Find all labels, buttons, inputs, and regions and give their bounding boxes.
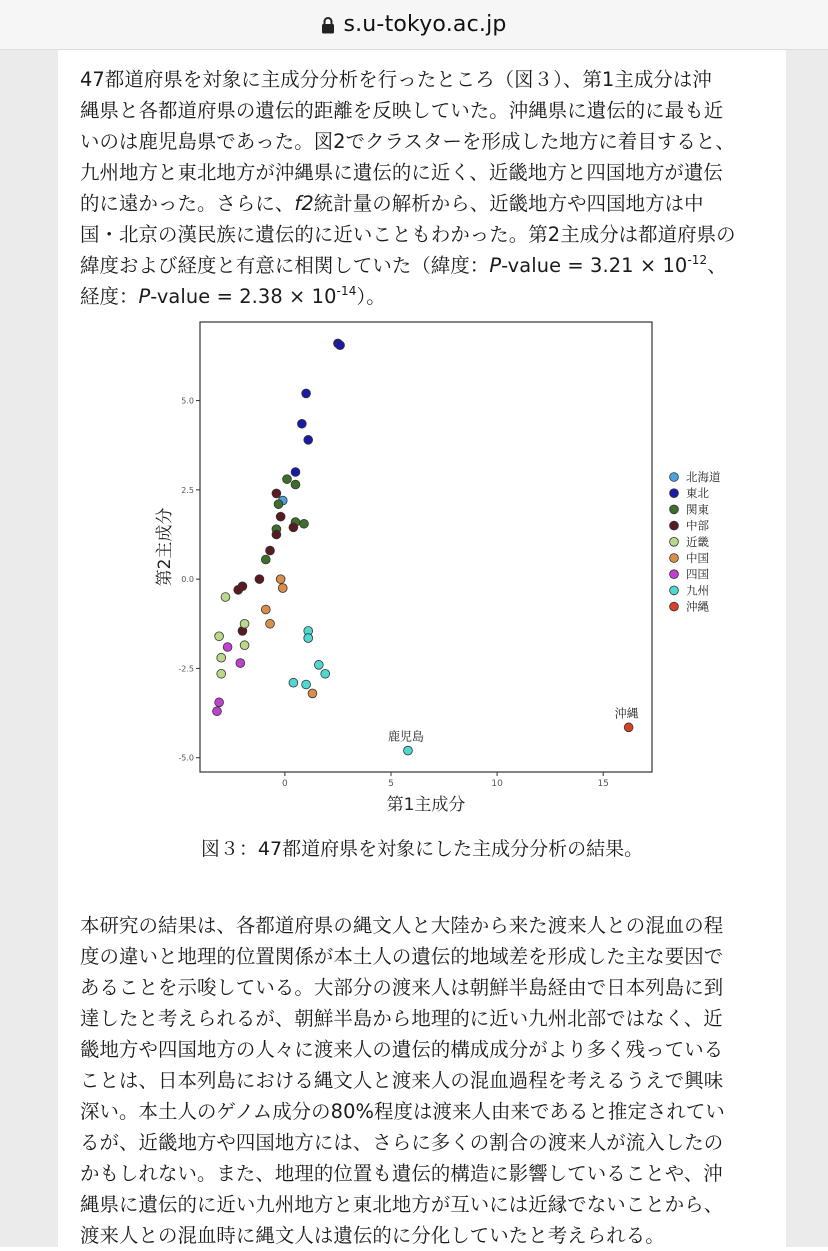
data-point bbox=[276, 512, 285, 521]
legend-marker bbox=[670, 554, 679, 563]
page-margin-right bbox=[786, 50, 828, 1247]
data-point bbox=[304, 435, 313, 444]
text-line: 本研究の結果は、各都道府県の縄文人と大陸から来た渡来人との混血の程 bbox=[80, 914, 724, 937]
data-point bbox=[266, 619, 275, 628]
data-point bbox=[261, 605, 270, 614]
address-bar[interactable] bbox=[0, 0, 828, 50]
paragraph-conclusion bbox=[80, 910, 770, 1251]
data-point bbox=[297, 419, 306, 428]
x-tick-label: 0 bbox=[282, 779, 288, 789]
text-line: 渡来人との混血時に縄文人は遺伝的に分化していたと考えられる。 bbox=[80, 1224, 665, 1247]
legend-label: 東北 bbox=[686, 486, 709, 501]
data-point bbox=[302, 389, 311, 398]
y-tick-label: 5.0 bbox=[181, 396, 194, 406]
data-point bbox=[266, 546, 275, 555]
legend-label: 近畿 bbox=[686, 534, 709, 549]
x-tick-label: 15 bbox=[597, 779, 609, 789]
data-point bbox=[274, 500, 283, 509]
x-tick-label: 5 bbox=[388, 779, 394, 789]
data-point bbox=[221, 593, 230, 602]
y-tick-label: -5.0 bbox=[178, 753, 194, 763]
data-point bbox=[213, 707, 222, 716]
data-point bbox=[304, 634, 313, 643]
data-point bbox=[272, 530, 281, 539]
text-line: 的に遠かった。さらに、f2統計量の解析から、近畿地方や四国地方は中 bbox=[80, 192, 704, 215]
legend-label: 中国 bbox=[686, 551, 709, 565]
text-line: るが、近畿地方や四国地方には、さらに多くの割合の渡来人が流入したの bbox=[80, 1131, 724, 1154]
legend-label: 関東 bbox=[686, 502, 709, 517]
data-point bbox=[321, 669, 330, 678]
data-point bbox=[404, 746, 413, 755]
x-axis-label: 第1主成分 bbox=[386, 795, 466, 815]
data-point bbox=[217, 669, 226, 678]
y-tick-label: -2.5 bbox=[178, 664, 194, 674]
text-line: 深い。本土人のゲノム成分の80%程度は渡来人由来であると推定されてい bbox=[80, 1100, 725, 1123]
data-point bbox=[215, 698, 224, 707]
data-point bbox=[308, 689, 317, 698]
data-point bbox=[283, 475, 292, 484]
data-point bbox=[302, 680, 311, 689]
text-line: 度の違いと地理的位置関係が本土人の遺伝的地域差を形成した主な要因で bbox=[80, 945, 724, 968]
legend-marker bbox=[670, 586, 679, 595]
legend-marker bbox=[670, 489, 679, 498]
point-annotation: 鹿児島 bbox=[387, 729, 424, 744]
address-domain[interactable]: s.u-tokyo.ac.jp bbox=[343, 12, 507, 37]
data-point bbox=[223, 643, 232, 652]
legend-label: 沖縄 bbox=[686, 599, 709, 614]
text-line: 九州地方と東北地方が沖縄県に遺伝的に近く、近畿地方と四国地方が遺伝 bbox=[80, 161, 723, 184]
paragraph-intro bbox=[80, 64, 770, 312]
data-point bbox=[234, 585, 243, 594]
legend-label: 中部 bbox=[686, 518, 709, 533]
data-point bbox=[240, 619, 249, 628]
text-line: 緯度および経度と有意に相関していた（緯度：P-value = $3.21 \times 10^{-12}$、 bbox=[80, 253, 727, 277]
text-line: ことは、日本列島における縄文人と渡来人の混血過程を考えるうえで興味 bbox=[80, 1069, 724, 1092]
legend-marker bbox=[670, 537, 679, 546]
text-line: 縄県と各都道府県の遺伝的距離を反映していた。沖縄県に遺伝的に最も近 bbox=[80, 99, 724, 122]
legend-marker bbox=[670, 602, 679, 611]
data-point bbox=[291, 480, 300, 489]
legend-label: 北海道 bbox=[686, 470, 721, 484]
data-point bbox=[276, 575, 285, 584]
data-point bbox=[255, 575, 264, 584]
data-point bbox=[217, 653, 226, 662]
pca-figure bbox=[146, 316, 721, 846]
text-line: いのは鹿児島県であった。図2でクラスターを形成した地方に着目すると、 bbox=[80, 130, 735, 153]
lock-icon bbox=[321, 16, 335, 34]
text-line: 畿地方や四国地方の人々に渡来人の遺伝的構成成分がより多く残っている bbox=[80, 1038, 724, 1061]
text-line: 47都道府県を対象に主成分分析を行ったところ（図３）、第1主成分は沖 bbox=[80, 68, 712, 91]
legend-marker bbox=[670, 521, 679, 530]
text-line: 縄県に遺伝的に近い九州地方と東北地方が互いには近縁でないことから、 bbox=[80, 1193, 724, 1216]
text-line: かもしれない。また、地理的位置も遺伝的構造に影響していることや、沖 bbox=[80, 1162, 723, 1185]
legend-marker bbox=[670, 505, 679, 514]
legend-marker bbox=[670, 473, 679, 482]
data-point bbox=[291, 468, 300, 477]
pca-scatter-chart bbox=[146, 316, 721, 846]
x-tick-label: 10 bbox=[491, 779, 503, 789]
y-tick-label: 2.5 bbox=[181, 485, 194, 495]
data-point bbox=[624, 723, 633, 732]
data-point bbox=[336, 341, 345, 350]
text-line: 経度：P-value = $2.38 \times 10^{-14}$）。 bbox=[80, 284, 386, 308]
legend-label: 九州 bbox=[686, 583, 709, 598]
point-annotation: 沖縄 bbox=[614, 706, 639, 721]
legend-marker bbox=[670, 570, 679, 579]
article-content bbox=[58, 50, 786, 1247]
data-point bbox=[236, 659, 245, 668]
text-line: 国・北京の漢民族に遺伝的に近いこともわかった。第2主成分は都道府県の bbox=[80, 223, 736, 246]
data-point bbox=[261, 555, 270, 564]
text-line: 達したと考えられるが、朝鮮半島から地理的に近い九州北部ではなく、近 bbox=[80, 1007, 723, 1030]
data-point bbox=[215, 632, 224, 641]
data-point bbox=[240, 641, 249, 650]
figure-caption: 図３：47都道府県を対象にした主成分分析の結果。 bbox=[200, 838, 644, 860]
text-line: あることを示唆している。大部分の渡来人は朝鮮半島経由で日本列島に到 bbox=[80, 976, 724, 999]
data-point bbox=[289, 678, 298, 687]
data-point bbox=[278, 584, 287, 593]
data-point bbox=[289, 523, 298, 532]
legend-label: 四国 bbox=[686, 567, 709, 582]
data-point bbox=[272, 489, 281, 498]
y-tick-label: 0.0 bbox=[181, 575, 194, 585]
page-margin-left bbox=[0, 50, 58, 1247]
y-axis-label: 第2主成分 bbox=[155, 507, 175, 587]
data-point bbox=[300, 519, 309, 528]
data-point bbox=[314, 660, 323, 669]
